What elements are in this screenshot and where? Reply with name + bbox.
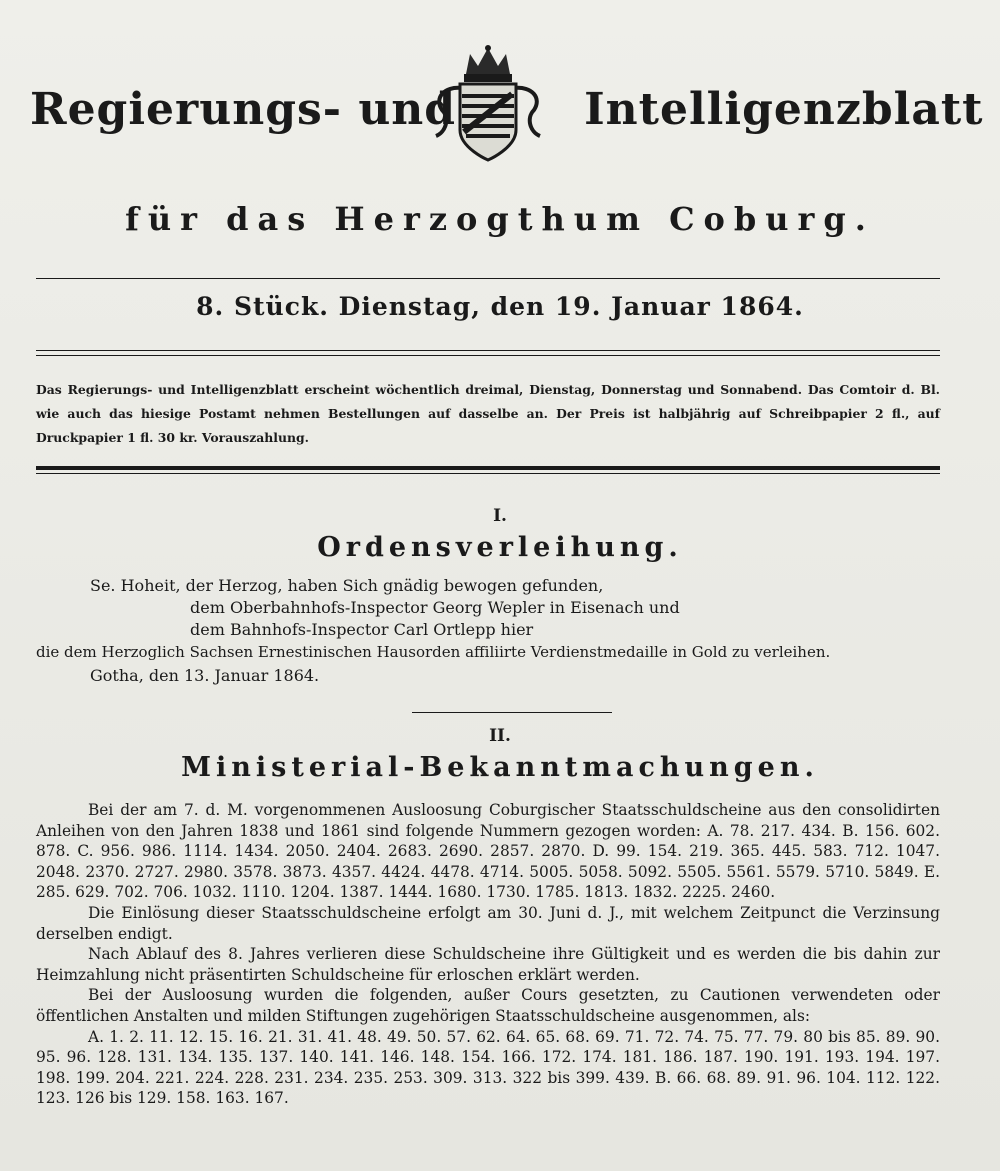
text-line: Se. Hoheit, der Herzog, haben Sich gnädig bewogen gefunden,: [90, 576, 604, 595]
paragraph: A. 1. 2. 11. 12. 15. 16. 21. 31. 41. 48. 49. 50. 57. 62. 64. 65. 68. 69. 71. 72. 74. 75. 77. 79. 80 bis 85. 89. 90. 95. 96. 128. 131. 134. 135. 137. 140. 141. 146. 148. 154. 166. 172. 174. 181. 186. 187. 190. 191. 193. 194. 197. 198. 199. 204. 221. 224. 228. 231. 234. 235. 253. 309. 313. 322 bis 399. 439. B. 66. 68. 89. 91. 96. 104. 112. 122. 123. 126 bis 129. 158. 163. 167.: [36, 1027, 940, 1108]
publication-notice: Das Regierungs- und Intelligenzblatt erscheint wöchentlich dreimal, Dienstag, Donnerstag und Sonnabend. Das Comtoir d. Bl. wie auch das hiesige Postamt nehmen Bestellungen auf dasselbe an. Der Preis ist halbjährig auf Schreibpapier 2 fl., auf Druckpapier 1 fl. 30 kr. Vorauszahlung.: [36, 382, 940, 445]
paragraph: Bei der Ausloosung wurden die folgenden, außer Cours gesetzten, zu Cautionen verwendeten oder öffentlichen Anstalten und milden Stiftungen zugehörigen Staatsschuldscheine ausgenommen, als:: [36, 986, 940, 1025]
masthead-title-left: Regierungs- und: [30, 84, 457, 135]
masthead-title-right: Intelligenzblatt: [584, 84, 984, 135]
rule: [36, 278, 940, 279]
rule: [36, 355, 940, 356]
rule: [36, 350, 940, 351]
rule: [36, 473, 940, 474]
masthead-subtitle: für das Herzogthum Coburg.: [125, 200, 875, 238]
rule: [36, 466, 940, 470]
text-line: die dem Herzoglich Sachsen Ernestinischen Hausorden affiliirte Verdienstmedaille in Gold zu verleihen.: [36, 643, 831, 661]
section-number: I.: [493, 506, 507, 526]
issue-line: 8. Stück. Dienstag, den 19. Januar 1864.: [196, 292, 804, 321]
section-title: Ordensverleihung.: [317, 532, 683, 563]
paragraph: Bei der am 7. d. M. vorgenommenen Ausloosung Coburgischer Staatsschuldscheine aus den consolidirten Anleihen von den Jahren 1838 und 1861 sind folgende Nummern gezogen worden: A. 78. 217. 434. B. 156. 602. 878. C. 956. 986. 1114. 1434. 2050. 2404. 2683. 2690. 2857. 2870. D. 99. 154. 219. 365. 445. 583. 712. 1047. 2048. 2370. 2727. 2980. 3578. 3873. 4357. 4424. 4478. 4714. 5005. 5058. 5092. 5505. 5561. 5579. 5710. 5849. E. 285. 629. 702. 706. 1032. 1110. 1204. 1387. 1444. 1680. 1730. 1785. 1813. 1832. 2225. 2460.: [36, 801, 940, 902]
paragraph: Nach Ablauf des 8. Jahres verlieren diese Schuldscheine ihre Gültigkeit und es werden die bis dahin zur Heimzahlung nicht präsentirten Schuldscheine für erloschen erklärt werden.: [36, 945, 940, 984]
section-body: [36, 800, 940, 1109]
text-line: dem Oberbahnhofs-Inspector Georg Wepler in Eisenach und: [190, 598, 680, 617]
section-number: II.: [489, 726, 511, 746]
text-line: Gotha, den 13. Januar 1864.: [90, 666, 320, 685]
rule: [412, 712, 612, 713]
text-line: dem Bahnhofs-Inspector Carl Ortlepp hier: [190, 620, 534, 639]
section-title: Ministerial-Bekanntmachungen.: [181, 752, 819, 783]
paragraph: Die Einlösung dieser Staatsschuldscheine erfolgt am 30. Juni d. J., mit welchem Zeitpunct die Verzinsung derselben endigt.: [36, 903, 940, 943]
coat-of-arms-icon: [426, 44, 550, 164]
